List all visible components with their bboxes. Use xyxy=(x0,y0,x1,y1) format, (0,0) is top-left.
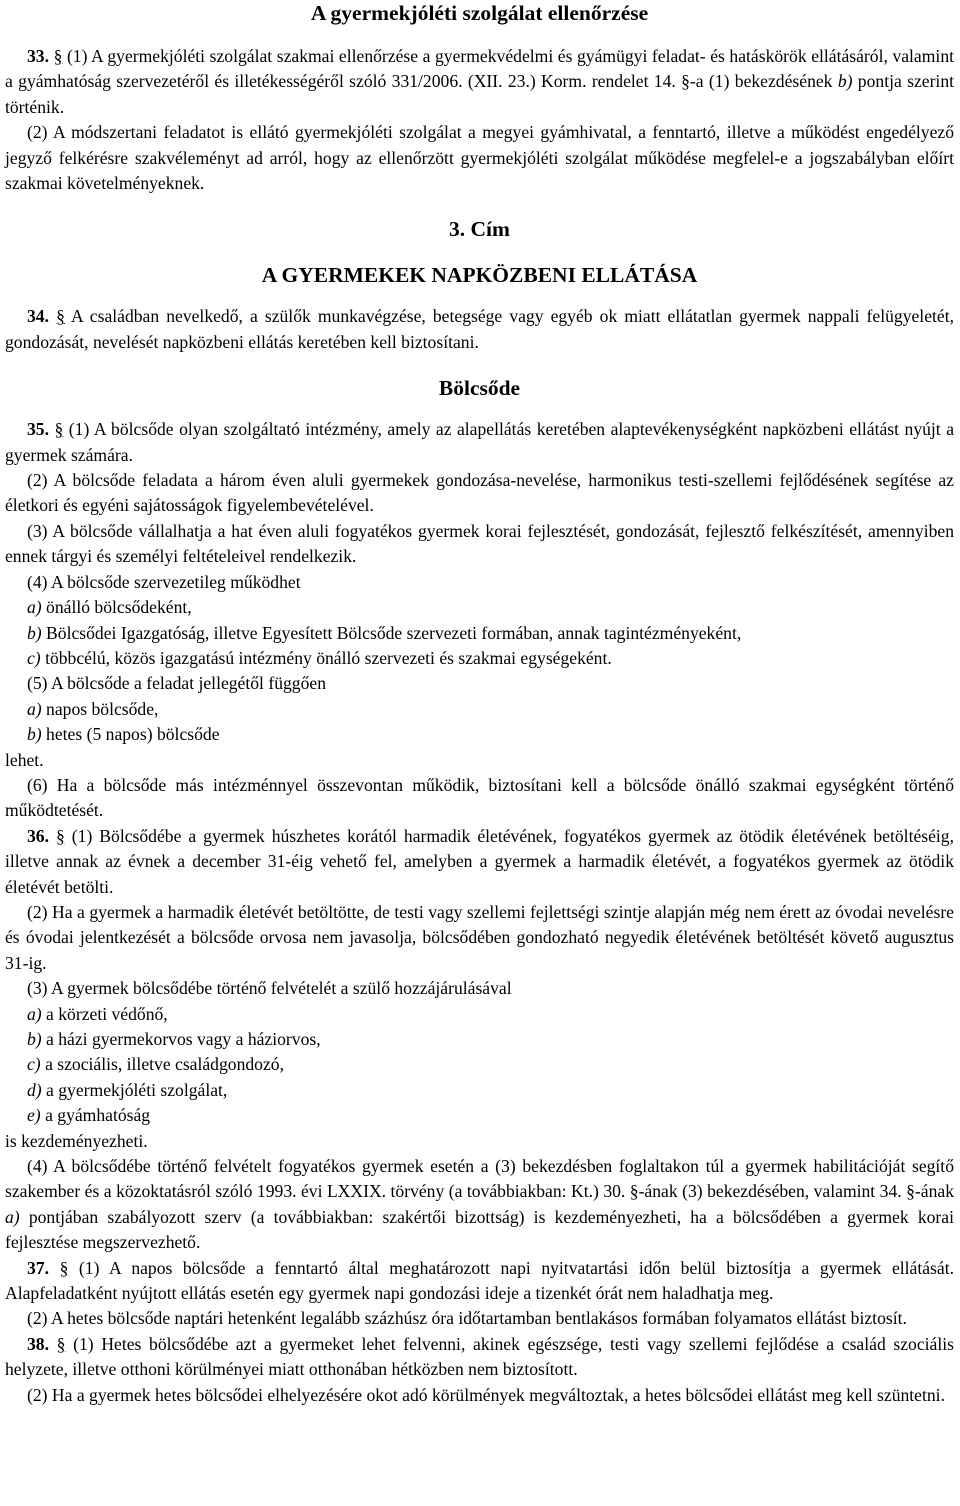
list-item-text: a gyámhatóság xyxy=(40,1105,151,1126)
paragraph-33-1 xyxy=(5,44,954,120)
list-item-text: önálló bölcsődeként, xyxy=(41,597,192,618)
section-number: 33. xyxy=(27,46,49,66)
paragraph-text: A családban nevelkedő, a szülők munkavégzése, betegsége vagy egyéb ok miatt ellátatlan gyermek nappali felügyeletét, gondozását, nevelését napközbeni ellátás keretében kell biztosítani. xyxy=(5,306,954,352)
paragraph-36-1 xyxy=(5,824,954,900)
list-item xyxy=(5,1103,954,1128)
point-letter: b) xyxy=(27,1029,42,1049)
list-item xyxy=(5,697,954,722)
list-item xyxy=(5,1027,954,1052)
list-item xyxy=(5,595,954,620)
point-letter: c) xyxy=(27,1054,41,1075)
paragraph-34 xyxy=(5,304,954,355)
section-number: 36. xyxy=(27,825,49,846)
paragraph-35-3: (3) A bölcsőde vállalhatja a hat éven aluli fogyatékos gyermek korai fejlesztését, gondozását, fejlesztő felkészítését, amennyiben ennek tárgyi és személyi feltételeivel rendelkezik. xyxy=(5,520,954,567)
list-item-text: Bölcsődei Igazgatóság, illetve Egyesített Bölcsőde szervezeti formában, annak tagintézményeként, xyxy=(41,622,742,643)
section-sign: § xyxy=(56,306,65,327)
paragraph-text: (1) Bölcsődébe a gyermek húszhetes korától harmadik életévének, fogyatékos gyermek az ötödik életévének betöltéséig, illetve annak az évnek a december 31-éig vehető fel, amelyben a gyermek a harmadik életévét, a fogyatékos gyermek az ötödik életévét betölti. xyxy=(5,825,955,897)
paragraph-text: (1) A bölcsőde olyan szolgáltató intézmény, amely az alapellátás keretében alaptevékenységként napközbeni ellátást nyújt a gyermek számára. xyxy=(5,419,954,465)
section-number: 37. xyxy=(27,1257,49,1278)
paragraph-tail: is kezdeményezheti. xyxy=(5,1130,148,1151)
point-letter: b) xyxy=(837,71,853,92)
point-letter: a) xyxy=(27,1003,42,1024)
paragraph-text: (1) A napos bölcsőde a fenntartó által meghatározott napi nyitvatartási időn belül biztosítja a gyermek ellátását. Alapfeladatként nyújtott ellátás esetén egy gyermek napi gondozási ideje a tizenkét órát nem haladhatja meg. xyxy=(5,1257,954,1304)
paragraph-35-5: (5) A bölcsőde a feladat jellegétől függően xyxy=(27,673,326,694)
list-item-text: a szociális, illetve családgondozó, xyxy=(40,1054,284,1075)
paragraph-36-3: (3) A gyermek bölcsődébe történő felvételét a szülő hozzájárulásával xyxy=(27,978,512,999)
list-item xyxy=(5,621,954,646)
point-letter: a) xyxy=(5,1206,20,1227)
list-item-text: többcélú, közös igazgatású intézmény önálló szervezeti és szakmai egységeként. xyxy=(40,647,612,668)
paragraph-38-1 xyxy=(5,1332,954,1383)
paragraph-35-4: (4) A bölcsőde szervezetileg működhet xyxy=(27,571,301,592)
list-item xyxy=(5,1078,954,1103)
paragraph-text: (1) Hetes bölcsődébe azt a gyermeket lehet felvenni, akinek egészsége, testi vagy szellemi fejlődése a család szociális helyzete, illetve otthoni körülményei miatt otthonában hétközben nem biztosított. xyxy=(5,1333,954,1380)
list-item-text: a házi gyermekorvos vagy a háziorvos, xyxy=(41,1029,321,1049)
paragraph-37-2: (2) A hetes bölcsőde naptári hetenként legalább százhúsz óra időtartamban bentlakásos formában folyamatos ellátást biztosít. xyxy=(27,1308,907,1329)
list-item xyxy=(5,1052,954,1077)
section-number: 35. xyxy=(27,419,49,440)
paragraph-33-2: (2) A módszertani feladatot is ellátó gyermekjóléti szolgálat a megyei gyámhivatal, a fenntartó, illetve a működést engedélyező jegyző felkérésre szakvéleményt ad arról, hogy az ellenőrzött gyermekjóléti szolgálat működése megfelel-e a jogszabályban előírt szakmai követelményeknek. xyxy=(5,122,954,194)
section-sign: § xyxy=(56,1333,66,1354)
point-letter: c) xyxy=(27,647,41,668)
section-heading: A gyermekjóléti szolgálat ellenőrzése xyxy=(310,1,649,25)
paragraph-text: pontja szerint történik. xyxy=(5,71,955,117)
section-sign: § xyxy=(56,825,65,846)
list-item-text: hetes (5 napos) bölcsőde xyxy=(41,724,220,745)
paragraph-text: pontjában szabályozott szerv (a továbbiakban: szakértői bizottság) is kezdeményezheti, ha a bölcsődében a gyermek korai fejlesztése megszervezhető. xyxy=(5,1206,954,1253)
list-item xyxy=(5,1002,954,1027)
paragraph-text: (4) A bölcsődébe történő felvételt fogyatékos gyermek esetén a (3) bekezdésben foglaltakon túl a gyermek habilitációját segítő szakember és a közoktatásról szóló 1993. évi LXXIX. törvény (a továbbiakban: Kt.) 30. §-ának (3) bekezdésében, valamint 34. §-ának xyxy=(5,1156,954,1202)
point-letter: a) xyxy=(27,597,42,618)
list-item xyxy=(5,646,954,671)
paragraph-text: (1) A gyermekjóléti szolgálat szakmai ellenőrzése a gyermekvédelmi és gyámügyi feladat- és hatáskörök ellátásáról, valamint a gyámhatóság szervezetéről és illetékességéről szóló 331/2006. (XII. 23.) Korm. rendelet 14. §-a (1) bekezdésének xyxy=(5,46,955,92)
paragraph-37-1 xyxy=(5,1256,954,1307)
point-letter: b) xyxy=(27,724,42,745)
list-item-text: napos bölcsőde, xyxy=(41,698,159,719)
subsection-title: Bölcsőde xyxy=(438,376,521,401)
section-sign: § xyxy=(53,46,63,66)
paragraph-35-1 xyxy=(5,417,954,468)
section-number: 34. xyxy=(27,306,49,327)
paragraph-36-2: (2) Ha a gyermek a harmadik életévét betöltötte, de testi vagy szellemi fejlettségi szintje alapján még nem érett az óvodai nevelésre és óvodai jelentkezését a bölcsőde orvosa nem javasolja, bölcsődében gondozható negyedik életévének betöltését követő augusztus 31-ig. xyxy=(5,901,954,973)
chapter-title: A GYERMEKEK NAPKÖZBENI ELLÁTÁSA xyxy=(261,263,698,288)
paragraph-35-6: (6) Ha a bölcsőde más intézménnyel összevontan működik, biztosítani kell a bölcsőde önálló szakmai egységként történő működtetését. xyxy=(5,774,954,821)
section-sign: § xyxy=(54,419,64,440)
point-letter: a) xyxy=(27,698,42,719)
list-item xyxy=(5,722,954,747)
paragraph-38-2: (2) Ha a gyermek hetes bölcsődei elhelyezésére okot adó körülmények megváltoztak, a hetes bölcsődei ellátást meg kell szüntetni. xyxy=(27,1384,945,1405)
point-letter: d) xyxy=(27,1079,42,1100)
paragraph-36-4 xyxy=(5,1154,954,1256)
point-letter: e) xyxy=(27,1105,41,1126)
point-letter: b) xyxy=(27,622,42,643)
paragraph-tail: lehet. xyxy=(5,749,44,770)
list-item-text: a körzeti védőnő, xyxy=(41,1003,168,1024)
chapter-number: 3. Cím xyxy=(449,217,510,242)
list-item-text: a gyermekjóléti szolgálat, xyxy=(41,1079,228,1100)
section-number: 38. xyxy=(27,1333,49,1354)
section-sign: § xyxy=(59,1257,69,1278)
paragraph-35-2: (2) A bölcsőde feladata a három éven aluli gyermekek gondozása-nevelése, harmonikus testi-szellemi fejlődésének segítése az életkori és egyéni sajátosságok figyelembevételével. xyxy=(5,470,954,516)
